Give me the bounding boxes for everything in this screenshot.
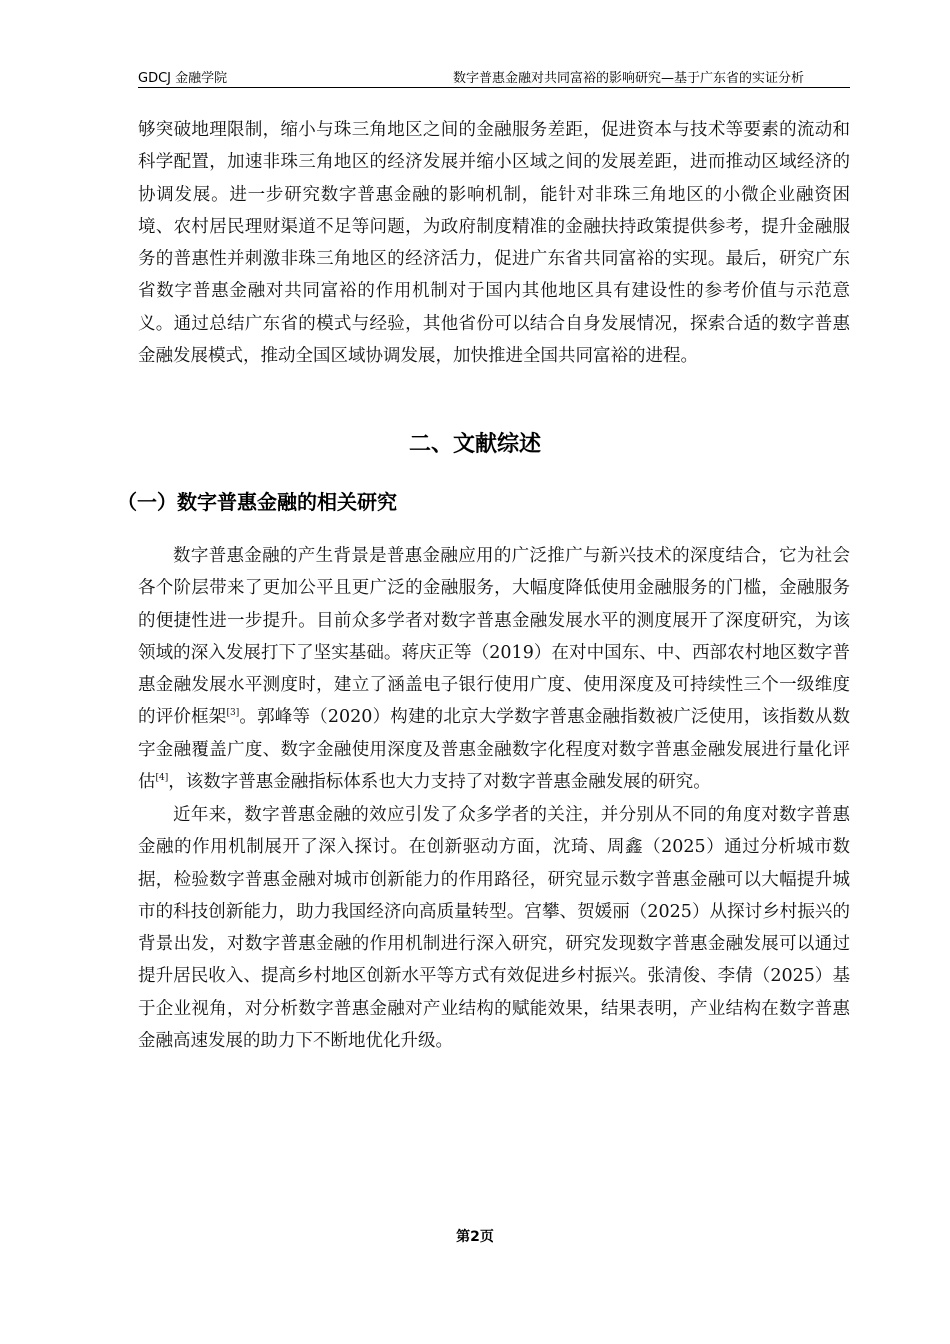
subsection-heading: （一）数字普惠金融的相关研究 xyxy=(117,490,397,514)
page-header xyxy=(138,67,850,88)
intro-paragraph: 够突破地理限制，缩小与珠三角地区之间的金融服务差距，促进资本与技术等要素的流动和科学配置，加速非珠三角地区的经济发展并缩小区域之间的发展差距，进而推动区域经济的协调发展。进一步研究数字普惠金融的影响机制，能针对非珠三角地区的小微企业融资困境、农村居民理财渠道不足等问题，为政府制度精准的金融扶持政策提供参考，提升金融服务的普惠性并刺激非珠三角地区的经济活力，促进广东省共同富裕的实现。最后，研究广东省数字普惠金融对共同富裕的作用机制对于国内其他地区具有建设性的参考价值与示范意义。通过总结广东省的模式与经验，其他省份可以结合自身发展情况，探索合适的数字普惠金融发展模式，推动全国区域协调发展，加快推进全国共同富裕的进程。 xyxy=(138,120,850,367)
section-heading: 二、文献综述 xyxy=(408,432,541,457)
page-number: 第2页 xyxy=(456,1229,494,1245)
literature-paragraph-2: 近年来，数字普惠金融的效应引发了众多学者的关注，并分别从不同的角度对数字普惠金融的作用机制展开了深入探讨。在创新驱动方面，沈琦、周鑫（2025）通过分析城市数据，检验数字普惠金融对城市创新能力的作用路径，研究显示数字普惠金融可以大幅提升城市的科技创新能力，助力我国经济向高质量转型。宫攀、贺媛丽（2025）从探讨乡村振兴的背景出发，对数字普惠金融的作用机制进行深入研究，研究发现数字普惠金融发展可以通过提升居民收入、提高乡村地区创新水平等方式有效促进乡村振兴。张清俊、李倩（2025）基于企业视角，对分析数字普惠金融对产业结构的赋能效果，结果表明，产业结构在数字普惠金融高速发展的助力下不断地优化升级。 xyxy=(138,805,850,1052)
header-institution: GDCJ 金融学院 xyxy=(138,71,228,86)
paragraph-text-a: 数字普惠金融的产生背景是普惠金融应用的广泛推广与新兴技术的深度结合，它为社会各个阶层带来了更加公平且更广泛的金融服务，大幅度降低使用金融服务的门槛，金融服务的便捷性进一步提升。目前众多学者对数字普惠金融发展水平的测度展开了深度研究，为该领域的深入发展打下了坚实基础。蒋庆正等（2019）在对中国东、中、西部农村地区数字普惠金融发展水平测度时，建立了涵盖电子银行使用广度、使用深度及可持续性三个一级维度的评价框架 xyxy=(138,546,850,728)
header-paper-title: 数字普惠金融对共同富裕的影响研究—基于广东省的实证分析 xyxy=(452,71,804,86)
citation-ref-4: [4] xyxy=(155,773,169,784)
paragraph-text-c: ，该数字普惠金融指标体系也大力支持了对数字普惠金融发展的研究。 xyxy=(168,772,711,793)
literature-paragraph-1 xyxy=(138,540,850,798)
paragraph-text-b: 。郭峰等（2020）构建的北京大学数字普惠金融指数被广泛使用，该指数从数字金融覆盖广度、数字金融使用深度及普惠金融数字化程度对数字普惠金融发展进行量化评估 xyxy=(138,707,850,793)
citation-ref-3: [3] xyxy=(226,708,240,719)
